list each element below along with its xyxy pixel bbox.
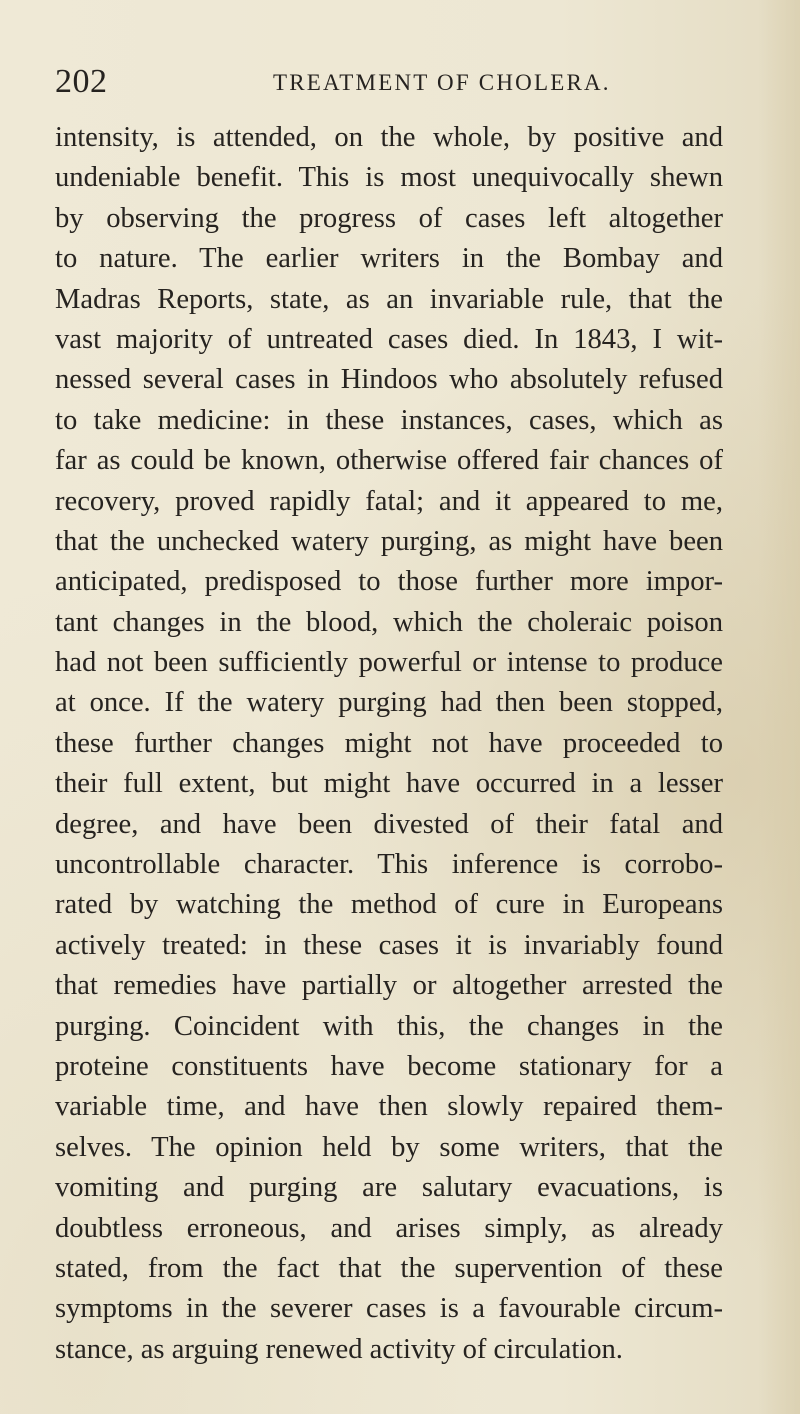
text-line: anticipated, predisposed to those further more impor- (55, 566, 723, 598)
text-line: to take medicine: in these instances, cases, which as (55, 404, 723, 436)
page-number: 202 (55, 63, 108, 100)
text-line: uncontrollable character. This inference is corrobo- (55, 849, 723, 881)
body-text (55, 118, 723, 1370)
text-line: rated by watching the method of cure in Europeans (55, 889, 723, 921)
text-line: stated, from the fact that the supervention of these (55, 1252, 723, 1284)
text-line: purging. Coincident with this, the changes in the (55, 1010, 723, 1042)
page-edge-shading (758, 0, 800, 1414)
text-line: vomiting and purging are salutary evacuations, is (55, 1172, 723, 1204)
text-line: that the unchecked watery purging, as might have been (55, 525, 723, 557)
text-line: by observing the progress of cases left altogether (55, 202, 723, 234)
text-line: proteine constituents have become stationary for a (55, 1050, 723, 1082)
text-line: to nature. The earlier writers in the Bombay and (55, 243, 723, 275)
text-line: their full extent, but might have occurred in a lesser (55, 768, 723, 800)
text-line: these further changes might not have proceeded to (55, 727, 723, 759)
text-line: had not been sufficiently powerful or intense to produce (55, 647, 723, 679)
text-line: vast majority of untreated cases died. In 1843, I wit- (55, 323, 723, 355)
running-head: TREATMENT OF CHOLERA. (273, 70, 611, 95)
text-line: variable time, and have then slowly repaired them- (55, 1091, 723, 1123)
text-line: intensity, is attended, on the whole, by positive and (55, 122, 723, 153)
text-line: doubtless erroneous, and arises simply, as already (55, 1212, 723, 1244)
text-line: stance, as arguing renewed activity of circulation. (55, 1333, 623, 1365)
text-line: undeniable benefit. This is most unequivocally shewn (55, 162, 723, 194)
text-line: far as could be known, otherwise offered fair chances of (55, 445, 723, 477)
text-line: tant changes in the blood, which the choleraic poison (55, 606, 723, 638)
text-line: actively treated: in these cases it is invariably found (55, 929, 723, 961)
text-line: symptoms in the severer cases is a favourable circum- (55, 1293, 723, 1325)
text-line: at once. If the watery purging had then been stopped, (55, 687, 723, 719)
page-header (55, 62, 715, 102)
text-line: recovery, proved rapidly fatal; and it appeared to me, (55, 485, 723, 517)
text-line: that remedies have partially or altogether arrested the (55, 970, 723, 1002)
text-line: Madras Reports, state, as an invariable rule, that the (55, 283, 723, 315)
text-line: nessed several cases in Hindoos who absolutely refused (55, 364, 723, 396)
text-line: selves. The opinion held by some writers, that the (55, 1131, 723, 1163)
text-line: degree, and have been divested of their fatal and (55, 808, 723, 840)
